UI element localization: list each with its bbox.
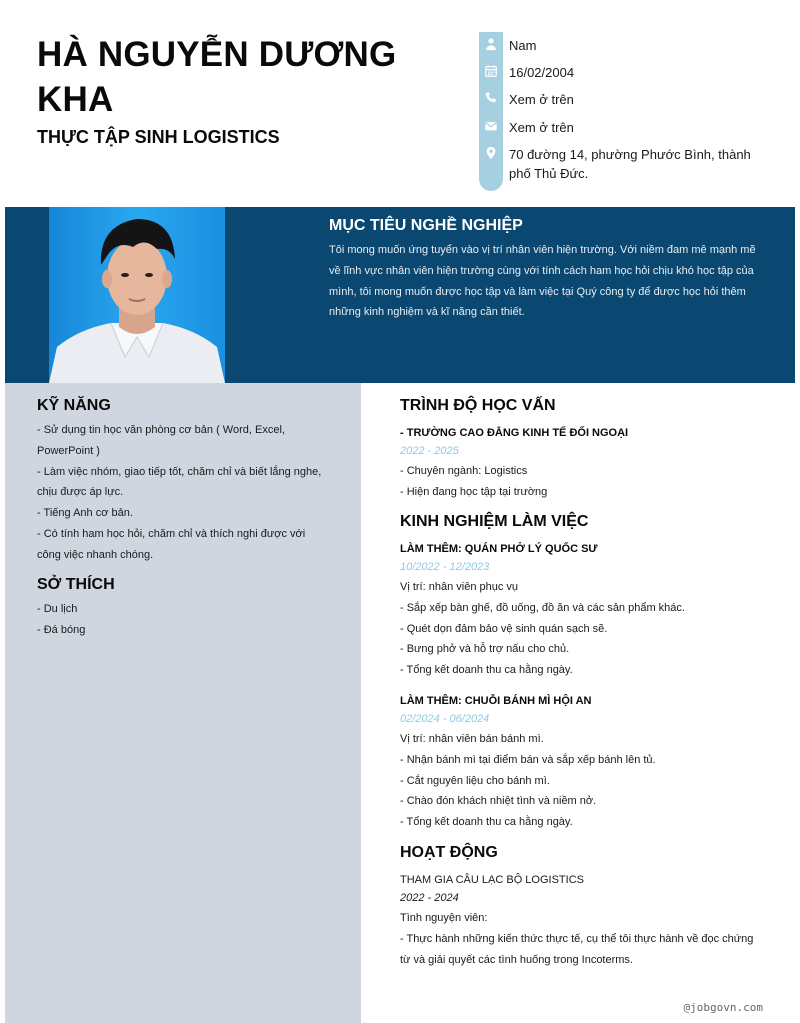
job-task: - Chào đón khách nhiệt tình và niềm nở. bbox=[400, 795, 597, 808]
email-text: Xem ở trên bbox=[509, 120, 574, 135]
job-entry bbox=[400, 691, 770, 833]
job-task: - Cắt nguyên liệu cho bánh mì. bbox=[400, 774, 550, 787]
job-task: - Nhận bánh mì tại điểm bán và sắp xếp bánh lên tủ. bbox=[400, 753, 656, 766]
hobbies-title: SỞ THÍCH bbox=[37, 576, 115, 593]
person-icon bbox=[479, 36, 503, 51]
activity-role: Tình nguyện viên: bbox=[400, 912, 488, 924]
mail-icon bbox=[479, 118, 503, 133]
contact-email bbox=[479, 118, 779, 137]
job-task: - Bưng phở và hỗ trợ nấu cho chủ. bbox=[400, 643, 570, 656]
activity-org: THAM GIA CÂU LẠC BỘ LOGISTICS bbox=[400, 874, 584, 886]
skills-list bbox=[37, 420, 329, 566]
education-period: 2022 - 2025 bbox=[400, 445, 459, 457]
job-entry bbox=[400, 539, 770, 681]
phone-icon bbox=[479, 90, 503, 105]
school-name: - TRƯỜNG CAO ĐẲNG KINH TẾ ĐỐI NGOẠI bbox=[400, 427, 629, 439]
job-company: LÀM THÊM: CHUỖI BÁNH MÌ HỘI AN bbox=[400, 695, 592, 707]
contact-gender bbox=[479, 36, 779, 55]
job-company: LÀM THÊM: QUÁN PHỞ LÝ QUỐC SƯ bbox=[400, 543, 598, 555]
job-period: 10/2022 - 12/2023 bbox=[400, 561, 490, 573]
job-title: THỰC TẬP SINH LOGISTICS bbox=[37, 127, 280, 147]
address-text: 70 đường 14, phường Phước Bình, thành phố Thủ Đức. bbox=[509, 147, 751, 181]
activity-period: 2022 - 2024 bbox=[400, 892, 459, 904]
location-pin-icon bbox=[479, 145, 503, 160]
career-goal-text: Tôi mong muốn ứng tuyển vào vị trí nhân viên hiện trường. Với niềm đam mê mạnh mẽ về lĩnh vực nhân viên hiện trường cùng với tính cách ham học hỏi chịu khó học tập của mình, tôi mong muốn được học tập và làm việc tại Quý công ty để được học hỏi thêm những kinh nghiệm và kĩ năng cần thiết. bbox=[329, 244, 756, 319]
activity-entry bbox=[400, 870, 764, 970]
job-role: Vị trí: nhân viên bán bánh mì. bbox=[400, 733, 544, 745]
job-task: - Tổng kết doanh thu ca hằng ngày. bbox=[400, 664, 573, 677]
contact-address bbox=[479, 145, 779, 183]
job-task: - Quét dọn đảm bảo vệ sinh quán sạch sẽ. bbox=[400, 622, 608, 635]
hobby-item: - Đá bóng bbox=[37, 623, 86, 636]
hobbies-list bbox=[37, 599, 329, 641]
education-item: - Hiện đang học tập tại trường bbox=[400, 485, 548, 498]
watermark: @jobgovn.com bbox=[683, 1001, 763, 1014]
gender-text: Nam bbox=[509, 38, 537, 53]
cv-header bbox=[0, 0, 800, 207]
job-role: Vị trí: nhân viên phục vụ bbox=[400, 581, 519, 593]
skills-title: KỸ NĂNG bbox=[37, 397, 111, 414]
profile-photo bbox=[49, 207, 225, 383]
phone-text: Xem ở trên bbox=[509, 92, 574, 107]
experience-title: KINH NGHIỆM LÀM VIỆC bbox=[400, 513, 589, 530]
education-block bbox=[400, 423, 770, 503]
skill-item: - Có tính ham học hỏi, chăm chỉ và thích nghi được với công việc nhanh chóng. bbox=[37, 527, 306, 561]
candidate-name: HÀ NGUYỄN DƯƠNG KHA bbox=[37, 35, 397, 119]
calendar-icon bbox=[479, 63, 503, 78]
career-goal-title: MỤC TIÊU NGHỀ NGHIỆP bbox=[329, 217, 523, 234]
activity-text: - Thực hành những kiến thức thực tế, cụ thể tôi thực hành về đọc chứng từ và giải quyết các tình huống trong Incoterms. bbox=[400, 932, 754, 966]
hobby-item: - Du lịch bbox=[37, 603, 78, 615]
contact-phone bbox=[479, 90, 779, 109]
activities-title: HOẠT ĐỘNG bbox=[400, 844, 498, 861]
skill-item: - Sử dụng tin học văn phòng cơ bản ( Word, Excel, PowerPoint ) bbox=[37, 424, 285, 457]
job-task: - Tổng kết doanh thu ca hằng ngày. bbox=[400, 816, 573, 829]
job-task: - Sắp xếp bàn ghế, đồ uống, đồ ăn và các sản phẩm khác. bbox=[400, 601, 685, 614]
job-period: 02/2024 - 06/2024 bbox=[400, 713, 490, 725]
skill-item: - Làm việc nhóm, giao tiếp tốt, chăm chỉ và biết lắng nghe, chịu được áp lực. bbox=[37, 465, 322, 499]
birthday-text: 16/02/2004 bbox=[509, 65, 575, 80]
education-title: TRÌNH ĐỘ HỌC VẤN bbox=[400, 397, 556, 414]
education-item: - Chuyên ngành: Logistics bbox=[400, 465, 528, 477]
skill-item: - Tiếng Anh cơ bản. bbox=[37, 507, 133, 520]
contact-birthday bbox=[479, 63, 779, 82]
